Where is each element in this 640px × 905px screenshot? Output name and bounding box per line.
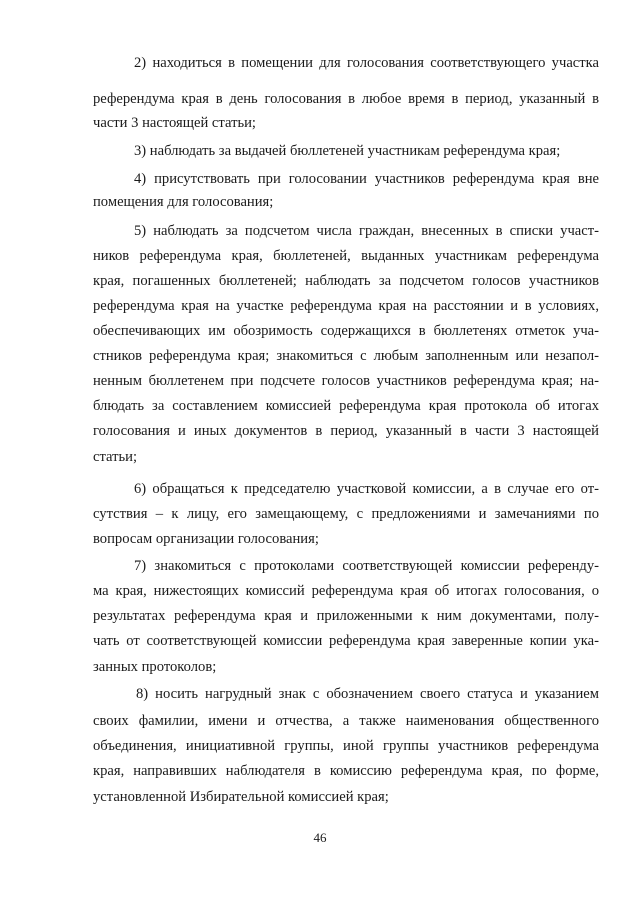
paragraph-3-line-1: 3) наблюдать за выдачей бюллетеней участникам референдума края; [134,143,561,159]
paragraph-7-line-4: чать от соответствующей комиссии референдума края заверенные копии ука- [93,633,599,649]
paragraph-7-line-2: ма края, нижестоящих комиссий референдума края об итогах голосования, о [93,583,599,599]
paragraph-7-line-3: результатах референдума края и приложенными к ним документами, полу- [93,608,599,624]
paragraph-7-line-1: 7) знакомиться с протоколами соответствующей комиссии референду- [134,558,599,574]
paragraph-8-line-4: края, направивших наблюдателя в комиссию референдума края, по форме, [93,763,599,779]
page-number: 46 [313,830,327,845]
paragraph-2-line-1: 2) находиться в помещении для голосования соответствующего участка [134,55,599,71]
paragraph-6-line-3: вопросам организации голосования; [93,531,319,547]
paragraph-2-line-3: части 3 настоящей статьи; [93,115,256,131]
paragraph-8-line-1: 8) носить нагрудный знак с обозначением своего статуса и указанием [136,686,599,702]
paragraph-5-line-2: ников референдума края, бюллетеней, выданных участникам референдума [93,248,599,264]
paragraph-6-line-2: сутствия – к лицу, его замещающему, с предложениями и замечаниями по [93,506,599,522]
paragraph-4-line-1: 4) присутствовать при голосовании участников референдума края вне [134,171,599,187]
paragraph-7-line-5: занных протоколов; [93,659,217,675]
paragraph-8-line-5: установленной Избирательной комиссией края; [93,789,389,805]
paragraph-2-line-2: референдума края в день голосования в любое время в период, указанный в [93,91,599,107]
paragraph-5-line-5: обеспечивающих им обозримость содержащихся в бюллетенях отметок уча- [93,323,599,339]
paragraph-5-line-9: голосования и иных документов в период, указанный в части 3 настоящей [93,423,599,439]
paragraph-5-line-7: ненным бюллетенем при подсчете голосов участников референдума края; на- [93,373,599,389]
paragraph-5-line-6: стников референдума края; знакомиться с любым заполненным или незапол- [93,348,599,364]
paragraph-4-line-2: помещения для голосования; [93,194,274,210]
paragraph-8-line-3: объединения, инициативной группы, иной группы участников референдума [93,738,599,754]
paragraph-5-line-8: блюдать за составлением комиссией референдума края протокола об итогах [93,398,599,414]
paragraph-8-line-2: своих фамилии, имени и отчества, а также наименования общественного [93,713,599,729]
paragraph-5-line-1: 5) наблюдать за подсчетом числа граждан, внесенных в списки участ- [134,223,599,239]
paragraph-5-line-4: референдума края на участке референдума края на расстоянии и в условиях, [93,298,599,314]
paragraph-5-line-3: края, погашенных бюллетеней; наблюдать за подсчетом голосов участников [93,273,599,289]
paragraph-5-line-10: статьи; [93,449,138,465]
paragraph-6-line-1: 6) обращаться к председателю участковой комиссии, а в случае его от- [134,481,599,497]
